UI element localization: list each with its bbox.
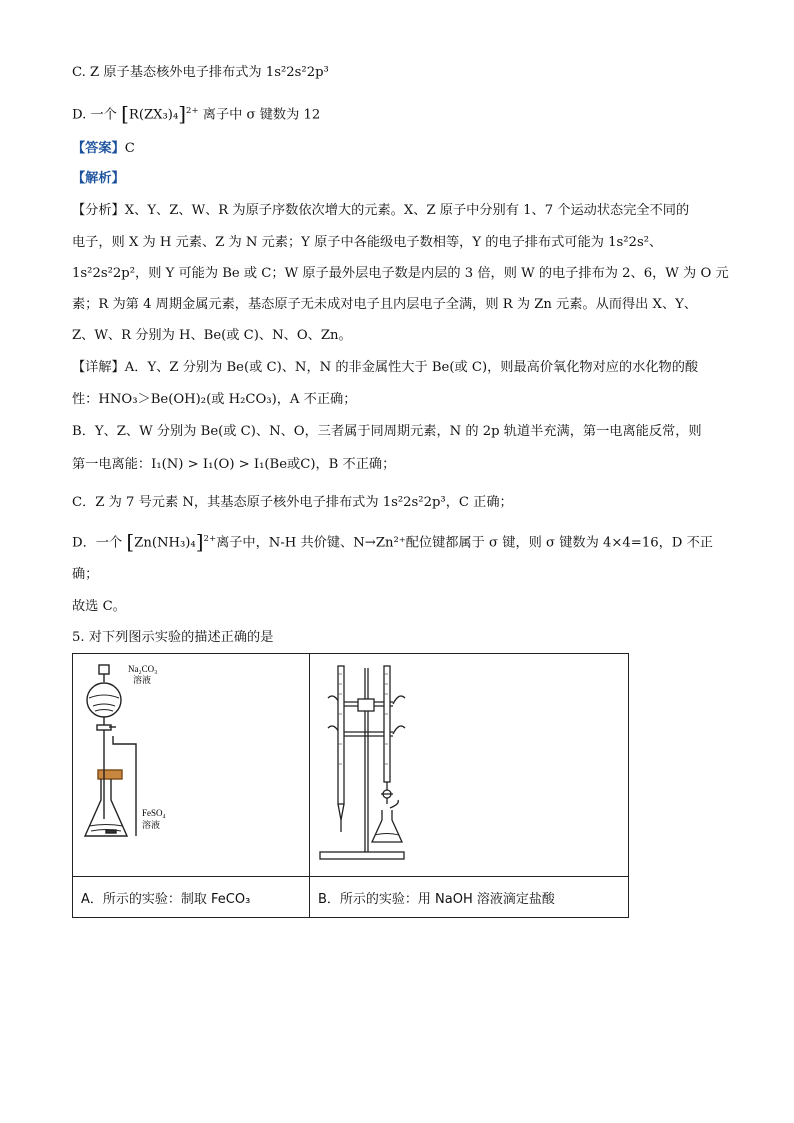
option-d-suffix: 离子中 σ 键数为 12	[202, 107, 321, 123]
fenxi-line-2: 电子，则 X 为 H 元素、Z 为 N 元素；Y 原子中各能级电子数相等，Y 的电子排布式可能为 1s²2s²、	[72, 235, 663, 250]
fenxi-tag: 【分析】	[72, 203, 125, 218]
detail-line-a1: 【详解】A．Y、Z 分别为 Be(或 C)、N，N 的非金属性大于 Be(或 C)，则最高价氧化物对应的水化物的酸	[72, 360, 699, 375]
detail-line-b1: B．Y、Z、W 分别为 Be(或 C)、N、O，三者属于同周期元素，N 的 2p 轨道半充满，第一电离能反常，则	[72, 424, 702, 439]
detail-tag: 【详解】	[72, 360, 125, 375]
reagent-na2co3-label: Na₂CO₃	[128, 664, 158, 674]
option-d-prefix: D. 一个	[72, 107, 117, 123]
option-d-charge: 2+	[186, 106, 199, 116]
figure-table	[72, 653, 629, 918]
detail-line-b2: 第一电离能：I₁(N) > I₁(O) > I₁(Be或C)，B 不正确；	[72, 457, 396, 472]
apparatus-b-diagram	[310, 654, 628, 872]
apparatus-a-diagram	[73, 654, 309, 872]
figure-a-cell	[73, 654, 310, 877]
option-d: D. 一个 $[R(ZX_3)_4]^{2+}$ 离子中 σ 键数为 12	[72, 101, 321, 126]
detail-line-d2: 确；	[72, 567, 99, 582]
fenxi-line-5: Z、W、R 分别为 H、Be(或 C)、N、O、Zn。	[72, 328, 352, 343]
detail-line-c: C．Z 为 7 号元素 N，其基态原子核外电子排布式为 1s²2s²2p³，C 正确；	[72, 495, 513, 510]
answer-tag: 【答案】	[72, 141, 125, 156]
caption-b: B．所示的实验：用 NaOH 溶液滴定盐酸	[310, 877, 629, 918]
option-c: C. Z 原子基态核外电子排布式为 1s²2s²2p³	[72, 65, 329, 80]
answer-value: C	[124, 141, 135, 156]
analysis-header: 【解析】	[72, 171, 125, 186]
figure-b-cell	[310, 654, 629, 877]
answer-line	[72, 140, 135, 158]
detail-d-formula: Zn(NH₃)₄	[134, 535, 196, 551]
question-5-stem: 5. 对下列图示实验的描述正确的是	[72, 630, 274, 645]
reagent-feso4-solution-label: 溶液	[142, 820, 161, 830]
caption-a: A．所示的实验：制取 FeCO₃	[73, 877, 310, 918]
conclusion: 故选 C。	[72, 599, 126, 614]
fenxi-line-3: 1s²2s²2p²，则 Y 可能为 Be 或 C；W 原子最外层电子数是内层的 3 倍，则 W 的电子排布为 2、6，W 为 O 元	[72, 266, 729, 281]
reagent-na2co3-solution-label: 溶液	[133, 675, 152, 685]
detail-line-a2: 性：HNO₃＞Be(OH)₂(或 H₂CO₃)，A 不正确；	[72, 392, 357, 407]
detail-line-d: D．一个 $[Zn(NH_3)_4]^{2+}$离子中，N-H 共价键、N→Zn²⁺配位键都属于 σ 键，则 σ 键数为 4×4=16，D 不正	[72, 529, 713, 554]
fenxi-line-4: 素；R 为第 4 周期金属元素，基态原子无未成对电子且内层电子全满，则 R 为 Zn 元素。从而得出 X、Y、	[72, 297, 698, 312]
option-d-formula: R(ZX₃)₄	[128, 107, 179, 123]
reagent-feso4-label: FeSO₄	[142, 808, 166, 818]
fenxi-line-1: 【分析】X、Y、Z、W、R 为原子序数依次增大的元素。X、Z 原子中分别有 1、7 个运动状态完全不同的	[72, 203, 690, 218]
